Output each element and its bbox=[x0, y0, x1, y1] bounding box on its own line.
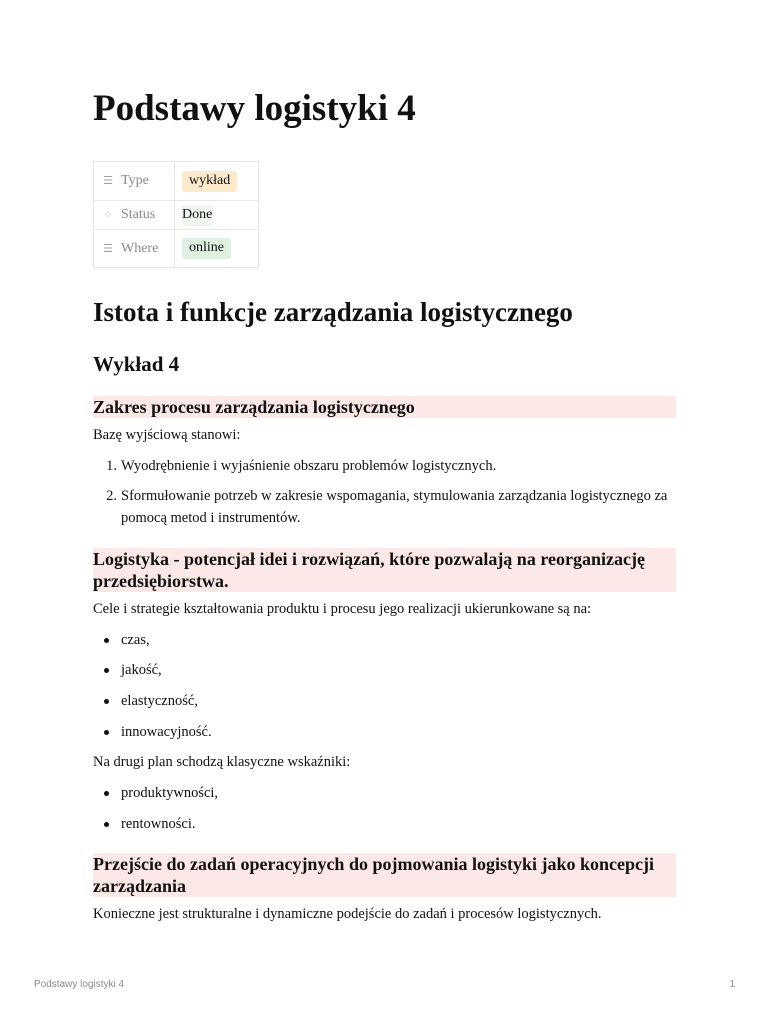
lecture-heading: Wykład 4 bbox=[93, 352, 180, 376]
list-icon: ☰ bbox=[103, 174, 113, 187]
list-item: elastyczność, bbox=[121, 690, 676, 712]
bullet-icon bbox=[104, 699, 109, 704]
status-tag: Done bbox=[182, 205, 213, 226]
bullet-icon bbox=[104, 638, 109, 643]
bullet-icon bbox=[104, 791, 109, 796]
footer-title: Podstawy logistyki 4 bbox=[34, 979, 125, 990]
bullet-icon bbox=[104, 822, 109, 827]
properties-table bbox=[93, 161, 259, 268]
paragraph: Konieczne jest strukturalne i dynamiczne podejście do zadań i procesów logistycznych. bbox=[93, 906, 602, 922]
highlighted-heading: Przejście do zadań operacyjnych do pojmowania logistyki jako koncepcji zarządzania bbox=[93, 853, 676, 897]
property-key: ☰ Where bbox=[94, 230, 175, 268]
list-item: jakość, bbox=[121, 659, 676, 681]
property-row-type bbox=[94, 162, 259, 201]
bullet-icon bbox=[104, 668, 109, 673]
highlighted-heading: Zakres procesu zarządzania logistycznego bbox=[93, 396, 676, 418]
property-key: ☰ Type bbox=[94, 162, 175, 201]
bullet-icon bbox=[104, 730, 109, 735]
property-value[interactable] bbox=[175, 201, 259, 230]
page-number: 1 bbox=[729, 979, 735, 990]
numbered-list-item: 1. Wyodrębnienie i wyjaśnienie obszaru problemów logistycznych. bbox=[121, 455, 676, 477]
highlighted-heading: Logistyka - potencjał idei i rozwiązań, które pozwalają na reorganizację przedsiębiorstwa. bbox=[93, 548, 676, 592]
property-row-where bbox=[94, 230, 259, 268]
where-tag: online bbox=[182, 238, 231, 259]
list-number: 2. bbox=[106, 488, 117, 504]
numbered-list-item: 2. Sformułowanie potrzeb w zakresie wspomagania, stymulowania zarządzania logistycznego za pomocą metod i instrumentów. bbox=[121, 485, 676, 529]
list-item: czas, bbox=[121, 629, 676, 651]
property-value[interactable] bbox=[175, 162, 259, 201]
property-key: ⁘ Status bbox=[94, 201, 175, 230]
list-icon: ☰ bbox=[103, 241, 113, 255]
type-tag: wykład bbox=[182, 171, 237, 192]
section-title: Istota i funkcje zarządzania logistycznego bbox=[93, 297, 573, 327]
status-icon: ⁘ bbox=[103, 208, 113, 221]
paragraph: Na drugi plan schodzą klasyczne wskaźniki: bbox=[93, 754, 351, 770]
page-title: Podstawy logistyki 4 bbox=[93, 88, 416, 129]
property-row-status bbox=[94, 201, 259, 230]
list-item: innowacyjność. bbox=[121, 721, 676, 743]
paragraph: Bazę wyjściową stanowi: bbox=[93, 427, 241, 443]
property-value[interactable] bbox=[175, 230, 259, 268]
list-item: produktywności, bbox=[121, 782, 676, 804]
list-number: 1. bbox=[106, 458, 117, 474]
list-item: rentowności. bbox=[121, 813, 676, 835]
paragraph: Cele i strategie kształtowania produktu i procesu jego realizacji ukierunkowane są na: bbox=[93, 601, 592, 617]
